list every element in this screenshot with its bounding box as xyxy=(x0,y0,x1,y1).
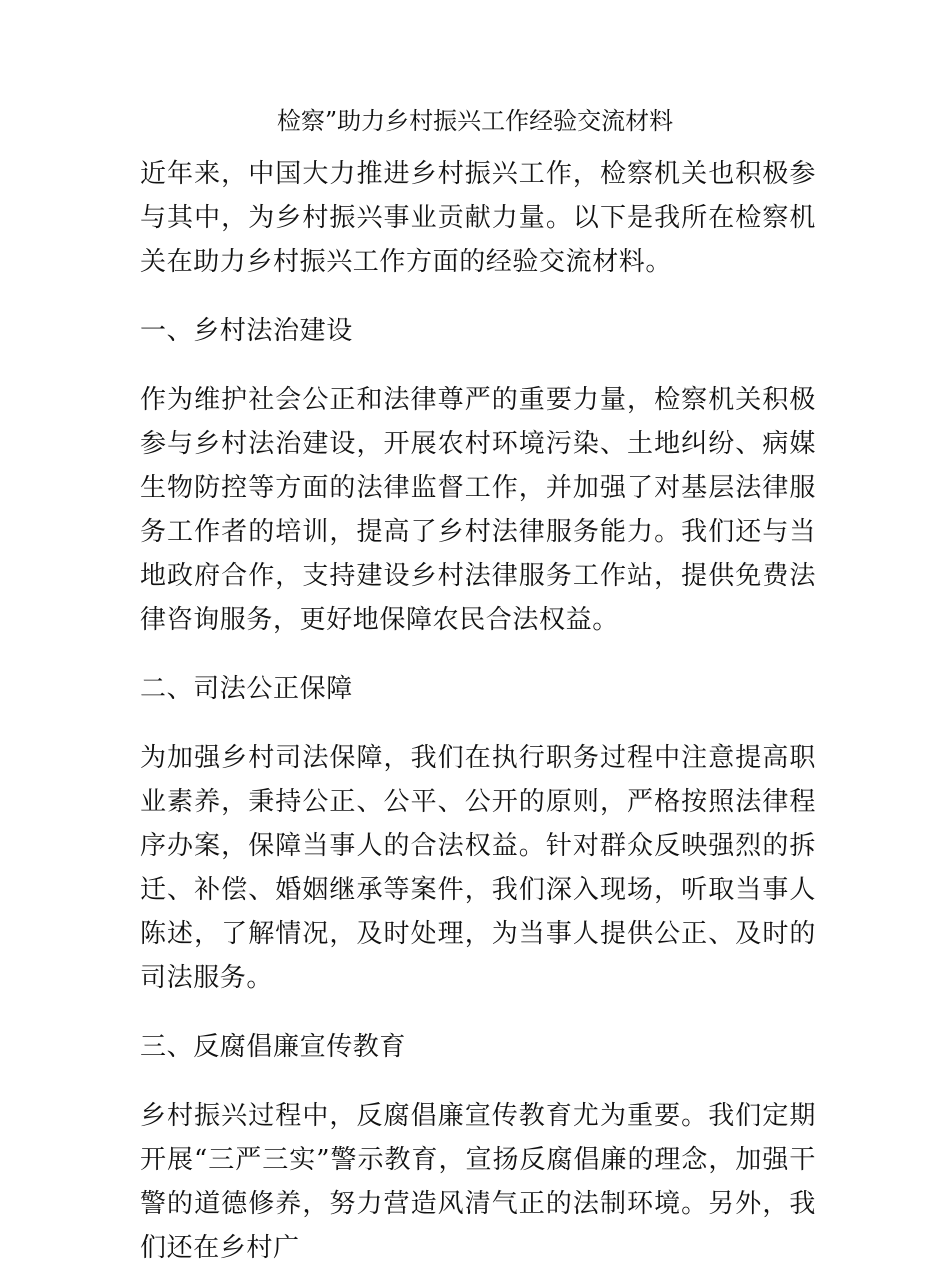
document-title: 检察”助力乡村振兴工作经验交流材料 xyxy=(276,107,674,135)
section-1-heading: 一、乡村法治建设 xyxy=(140,316,353,346)
intro-paragraph: 近年来，中国大力推进乡村振兴工作，检察机关也积极参与其中，为乡村振兴事业贡献力量。以下是我所在检察机关在助力乡村振兴工作方面的经验交流材料。 xyxy=(140,159,816,277)
section-3-paragraph: 乡村振兴过程中，反腐倡廉宣传教育尤为重要。我们定期开展“三严三实”警示教育，宣扬反腐倡廉的理念，加强干警的道德修养，努力营造风清气正的法制环境。另外，我们还在乡村广 xyxy=(140,1101,816,1263)
section-1-paragraph: 作为维护社会公正和法律尊严的重要力量，检察机关积极参与乡村法治建设，开展农村环境污染、土地纠纷、病媒生物防控等方面的法律监督工作，并加强了对基层法律服务工作者的培训，提高了乡村法律服务能力。我们还与当地政府合作，支持建设乡村法律服务工作站，提供免费法律咨询服务，更好地保障农民合法权益。 xyxy=(140,385,816,635)
section-2-heading: 二、司法公正保障 xyxy=(140,674,353,704)
section-3-heading: 三、反腐倡廉宣传教育 xyxy=(140,1032,407,1062)
section-2-paragraph: 为加强乡村司法保障，我们在执行职务过程中注意提高职业素养，秉持公正、公平、公开的原则，严格按照法律程序办案，保障当事人的合法权益。针对群众反映强烈的拆迁、补偿、婚姻继承等案件，我们深入现场，听取当事人陈述，了解情况，及时处理，为当事人提供公正、及时的司法服务。 xyxy=(140,743,816,993)
document-body xyxy=(140,152,816,1270)
